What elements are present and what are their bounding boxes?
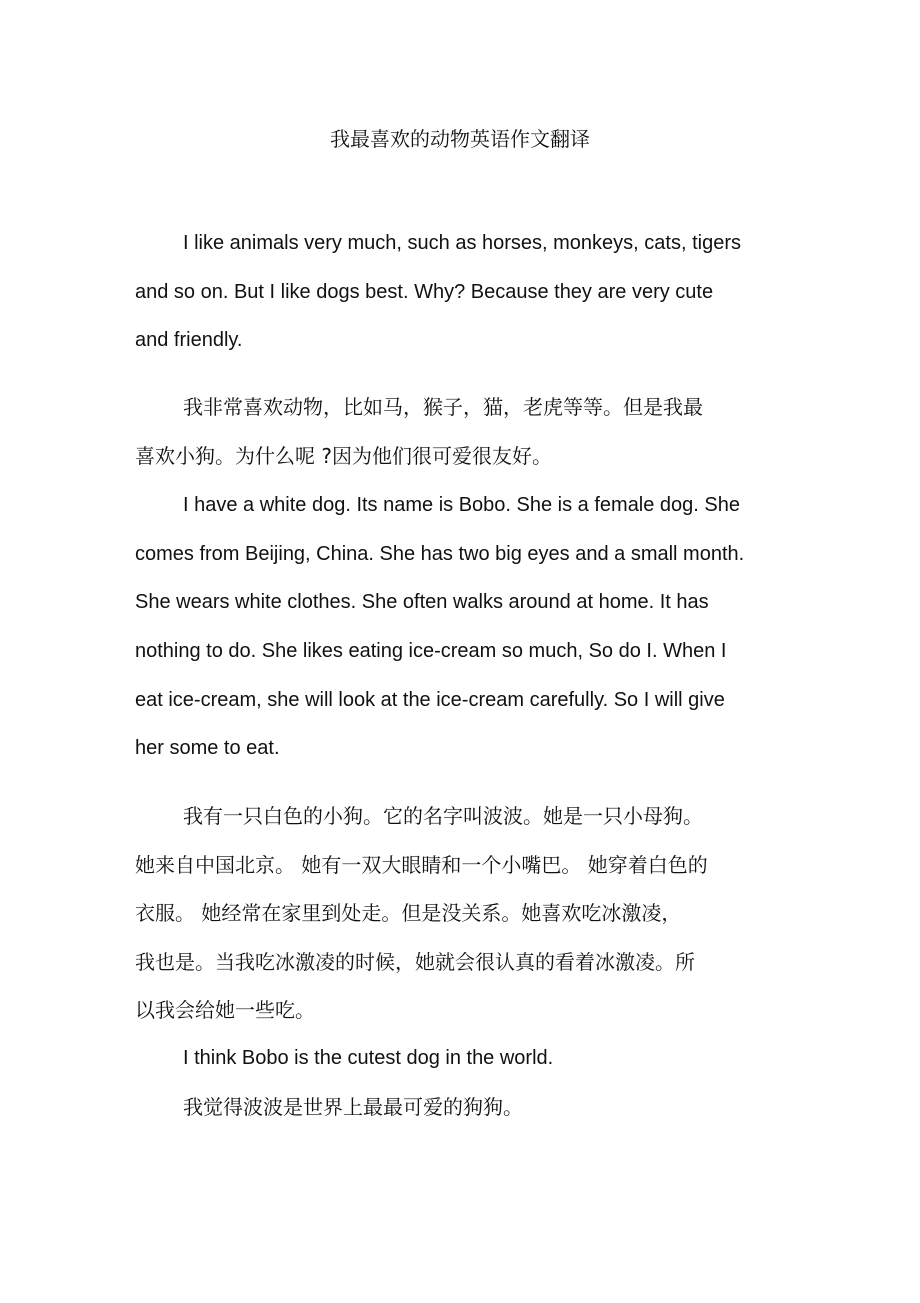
text-line: 我觉得波波是世界上最最可爱的狗狗。 xyxy=(183,1095,523,1119)
text-line: 我有一只白色的小狗。它的名字叫波波。她是一只小母狗。 xyxy=(183,804,703,828)
text-line: I think Bobo is the cutest dog in the world. xyxy=(183,1047,554,1069)
text-line: I have a white dog. Its name is Bobo. She is a female dog. She xyxy=(183,494,741,516)
text-line: 以我会给她一些吃。 xyxy=(135,998,315,1022)
text-line: 我非常喜欢动物，比如马，猴子，猫，老虎等等。但是我最 xyxy=(183,395,703,419)
text-line: 喜欢小狗。为什么呢 ?因为他们很可爱很友好。 xyxy=(135,444,552,468)
text-line: and so on. But I like dogs best. Why? Because they are very cute xyxy=(135,281,714,303)
text-line: 我也是。当我吃冰激凌的时候，她就会很认真的看着冰激凌。所 xyxy=(135,950,695,974)
text-line: 她来自中国北京。 她有一双大眼睛和一个小嘴巴。 她穿着白色的 xyxy=(135,853,708,877)
document-title: 我最喜欢的动物英语作文翻译 xyxy=(330,127,590,151)
text-line: eat ice-cream, she will look at the ice-cream carefully. So I will give xyxy=(135,689,725,711)
text-line: nothing to do. She likes eating ice-cream so much, So do I. When I xyxy=(135,640,727,662)
text-line: her some to eat. xyxy=(135,737,280,759)
text-line: 衣服。 她经常在家里到处走。但是没关系。她喜欢吃冰激凌， xyxy=(135,901,682,925)
text-line: I like animals very much, such as horses, monkeys, cats, tigers xyxy=(183,232,741,254)
text-line: and friendly. xyxy=(135,329,243,351)
text-line: comes from Beijing, China. She has two big eyes and a small month. xyxy=(135,543,745,565)
text-line: She wears white clothes. She often walks around at home. It has xyxy=(135,591,709,613)
